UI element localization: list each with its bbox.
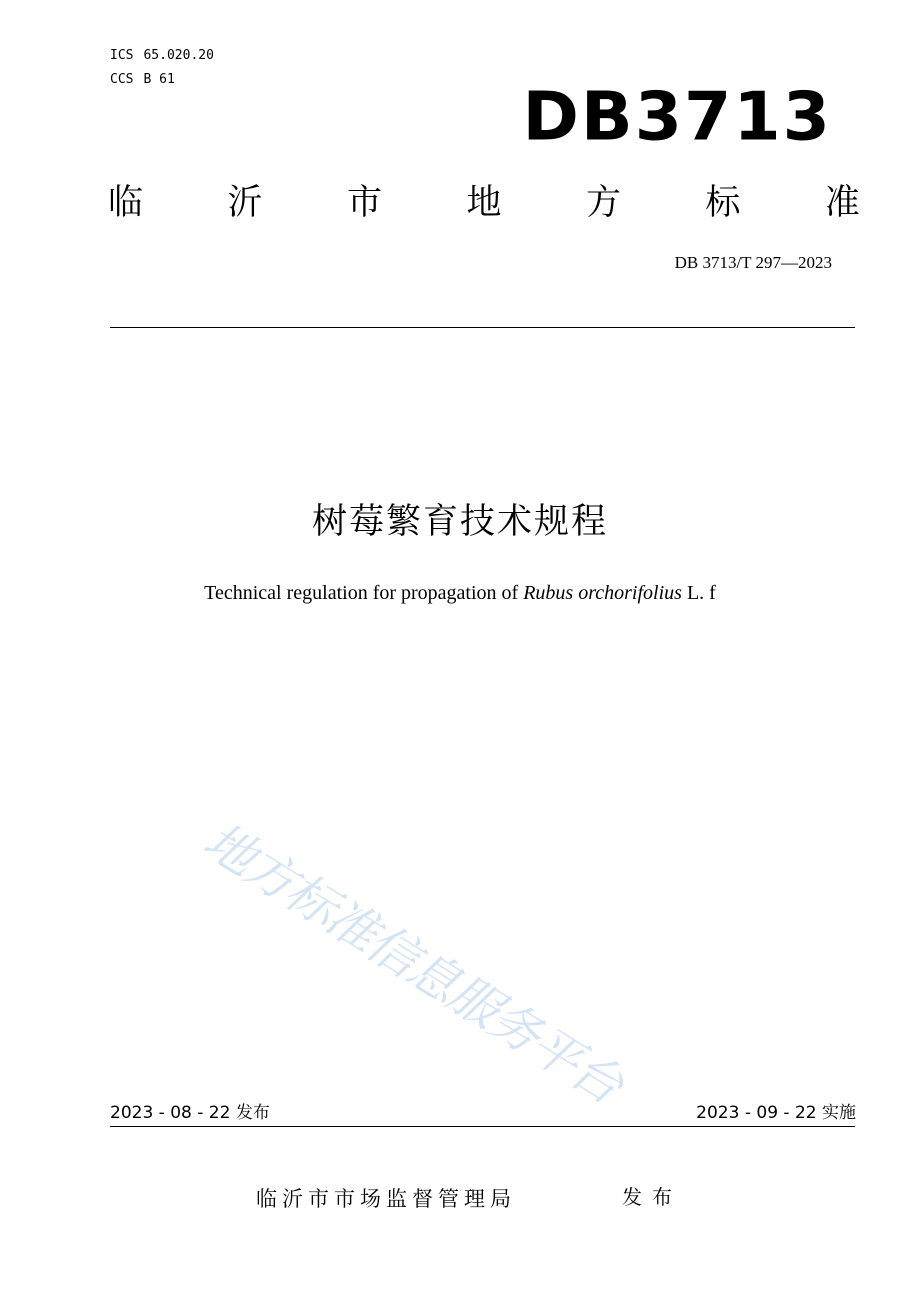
ics-classification xyxy=(110,48,214,64)
standard-type-char: 准 xyxy=(824,183,860,223)
ccs-classification xyxy=(110,72,175,88)
standard-code: DB 3713/T 297—2023 xyxy=(674,253,832,272)
standard-type-char: 市 xyxy=(346,183,382,223)
watermark: 地方标准信息服务平台 xyxy=(193,811,632,1115)
implementation-date: 2023 - 09 - 22 实施 xyxy=(696,1103,856,1123)
standard-type-char: 临 xyxy=(108,183,144,223)
issued-label: 发布 xyxy=(622,1185,682,1209)
title-english-prefix: Technical regulation for propagation of xyxy=(204,582,524,604)
ccs-label: CCS xyxy=(110,72,134,87)
ics-label: ICS xyxy=(110,48,134,63)
standard-type-char: 沂 xyxy=(227,183,263,223)
title-english-suffix: L. f xyxy=(681,582,716,604)
ccs-value: B 61 xyxy=(143,72,175,87)
release-date: 2023 - 08 - 22 发布 xyxy=(110,1103,270,1123)
header-divider xyxy=(110,327,855,328)
issuing-authority: 临沂市市场监督管理局 xyxy=(256,1187,516,1211)
title-chinese: 树莓繁育技术规程 xyxy=(311,502,608,542)
title-english-species: Rubus orchorifolius xyxy=(523,582,682,604)
standard-type-char: 地 xyxy=(466,183,502,223)
standard-type-char: 方 xyxy=(585,183,621,223)
standard-type-heading xyxy=(108,178,860,228)
db-logo: DB3713 xyxy=(522,78,832,157)
standard-type-char: 标 xyxy=(705,183,741,223)
title-english xyxy=(0,580,920,606)
footer-divider xyxy=(110,1126,855,1127)
ics-value: 65.020.20 xyxy=(143,48,214,63)
